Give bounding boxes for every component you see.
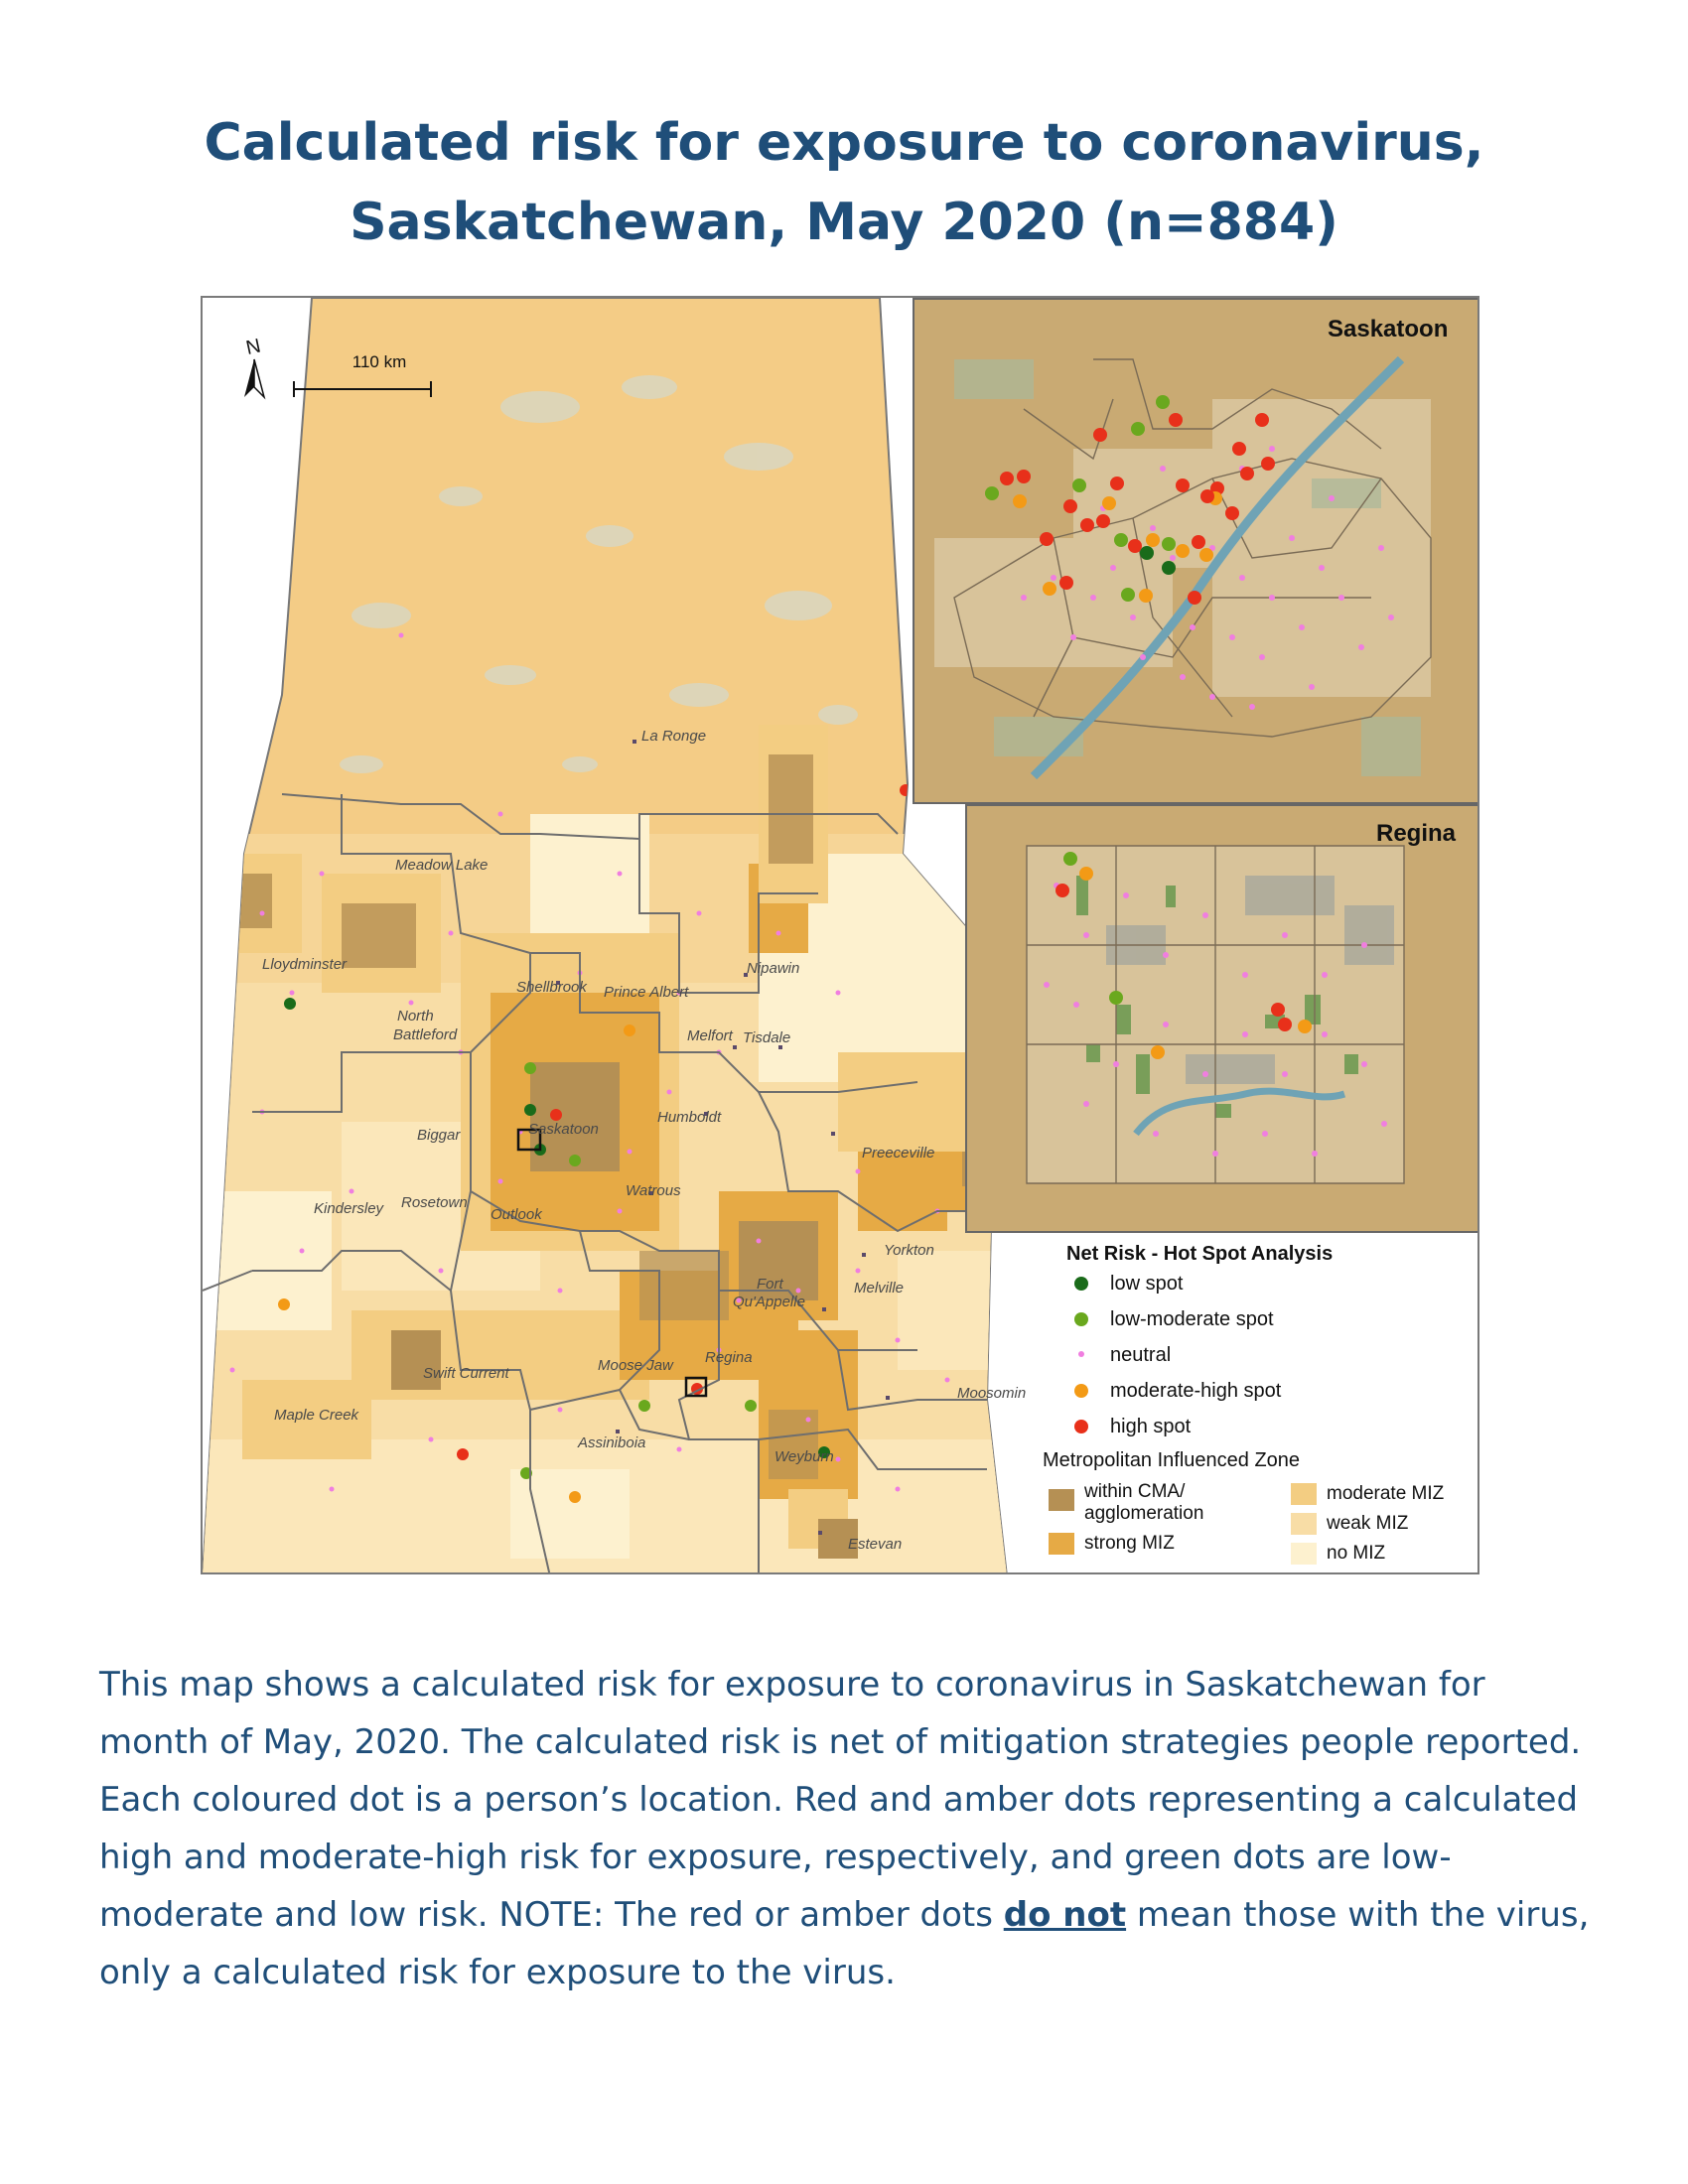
legend-neutral-label: neutral [1110, 1344, 1172, 1366]
legend-low-moderate-icon [1074, 1312, 1088, 1326]
town-label: La Ronge [641, 728, 707, 745]
town-label: Lloydminster [262, 956, 348, 973]
page-title-line-1: Calculated risk for exposure to coronavirus, [204, 113, 1484, 173]
saskatoon-inset-graphic [914, 300, 1479, 804]
town-label: Yorkton [884, 1242, 934, 1259]
map-frame [201, 296, 1479, 1574]
regina-inset-map [965, 804, 1479, 1233]
legend-strong-miz-swatch [1049, 1533, 1074, 1555]
legend-low-spot-label: low spot [1110, 1273, 1184, 1295]
town-label: Fort [757, 1276, 783, 1293]
town-label: Watrous [626, 1182, 681, 1199]
town-label: Humboldt [657, 1109, 722, 1126]
town-label: Nipawin [747, 960, 800, 977]
description-text-2: mean those with the virus, only a calculated risk for exposure to the virus. [99, 1895, 1590, 1992]
map-description [99, 1656, 1599, 2001]
legend-moderate-high-label: moderate-high spot [1110, 1380, 1282, 1402]
town-label: Swift Current [423, 1365, 509, 1382]
town-label: Shellbrook [516, 979, 587, 996]
legend-no-miz-swatch [1291, 1543, 1317, 1565]
town-label: Weyburn [774, 1448, 834, 1465]
legend-low-moderate-label: low-moderate spot [1110, 1308, 1274, 1330]
scale-label: 110 km [352, 352, 407, 371]
legend-moderate-miz-swatch [1291, 1483, 1317, 1505]
legend-strong-miz-label: strong MIZ [1084, 1533, 1175, 1554]
legend-cma-label-line2: agglomeration [1084, 1503, 1204, 1524]
legend-high-spot-icon [1074, 1420, 1088, 1433]
town-label: Assiniboia [578, 1434, 646, 1451]
page-title-line-2: Saskatchewan, May 2020 (n=884) [350, 193, 1338, 252]
description-emphasis: do not [1003, 1895, 1127, 1935]
legend-weak-miz-swatch [1291, 1513, 1317, 1535]
town-label: Rosetown [401, 1194, 468, 1211]
legend-low-spot-icon [1074, 1277, 1088, 1291]
town-label: Outlook [491, 1206, 542, 1223]
legend-title: Net Risk - Hot Spot Analysis [1066, 1243, 1334, 1265]
legend-cma-swatch [1049, 1489, 1074, 1511]
town-label: Melville [854, 1280, 905, 1297]
regina-inset-title: Regina [1376, 820, 1457, 847]
town-label: Preeceville [862, 1145, 935, 1161]
town-label: Melfort [687, 1027, 733, 1044]
legend-neutral-icon [1078, 1351, 1084, 1357]
miz-legend-title: Metropolitan Influenced Zone [1043, 1449, 1301, 1471]
town-label: Moosomin [957, 1385, 1027, 1402]
legend-cma-label: within CMA/ [1084, 1481, 1186, 1502]
town-label: Meadow Lake [395, 857, 489, 874]
legend-high-spot-label: high spot [1110, 1416, 1192, 1437]
description-text-1: This map shows a calculated risk for exposure to coronavirus in Saskatchewan for month of May, 2020. The calculated risk is net of mitigation strategies people reported. Each coloured dot is a person’s location. Red and amber dots representing a calculated high and moderate-high risk for exposure, respectively, and green dots are low-moderate and low risk. NOTE: The red or amber dots [99, 1665, 1582, 1935]
town-label: Moose Jaw [598, 1357, 673, 1374]
legend-no-miz-label: no MIZ [1327, 1543, 1386, 1564]
legend-weak-miz-label: weak MIZ [1327, 1513, 1409, 1534]
north-arrow-icon [244, 335, 264, 397]
town-label: Biggar [417, 1127, 461, 1144]
north-label: N [243, 335, 263, 360]
town-label: Maple Creek [274, 1407, 359, 1424]
legend-moderate-miz-label: moderate MIZ [1327, 1483, 1445, 1504]
town-label: North [397, 1008, 434, 1024]
town-label: Kindersley [314, 1200, 384, 1217]
saskatoon-inset-map [913, 298, 1479, 804]
town-label: Saskatoon [528, 1121, 599, 1138]
town-label: Prince Albert [604, 984, 689, 1001]
legend-moderate-high-icon [1074, 1384, 1088, 1398]
town-label: Qu'Appelle [733, 1294, 805, 1310]
legend [987, 1233, 1474, 1570]
town-label: Regina [705, 1349, 753, 1366]
town-label: Battleford [393, 1026, 458, 1043]
regina-inset-graphic [967, 806, 1479, 1233]
town-label: Tisdale [743, 1029, 791, 1046]
town-label: Estevan [848, 1536, 903, 1553]
saskatoon-inset-title: Saskatoon [1328, 316, 1449, 342]
